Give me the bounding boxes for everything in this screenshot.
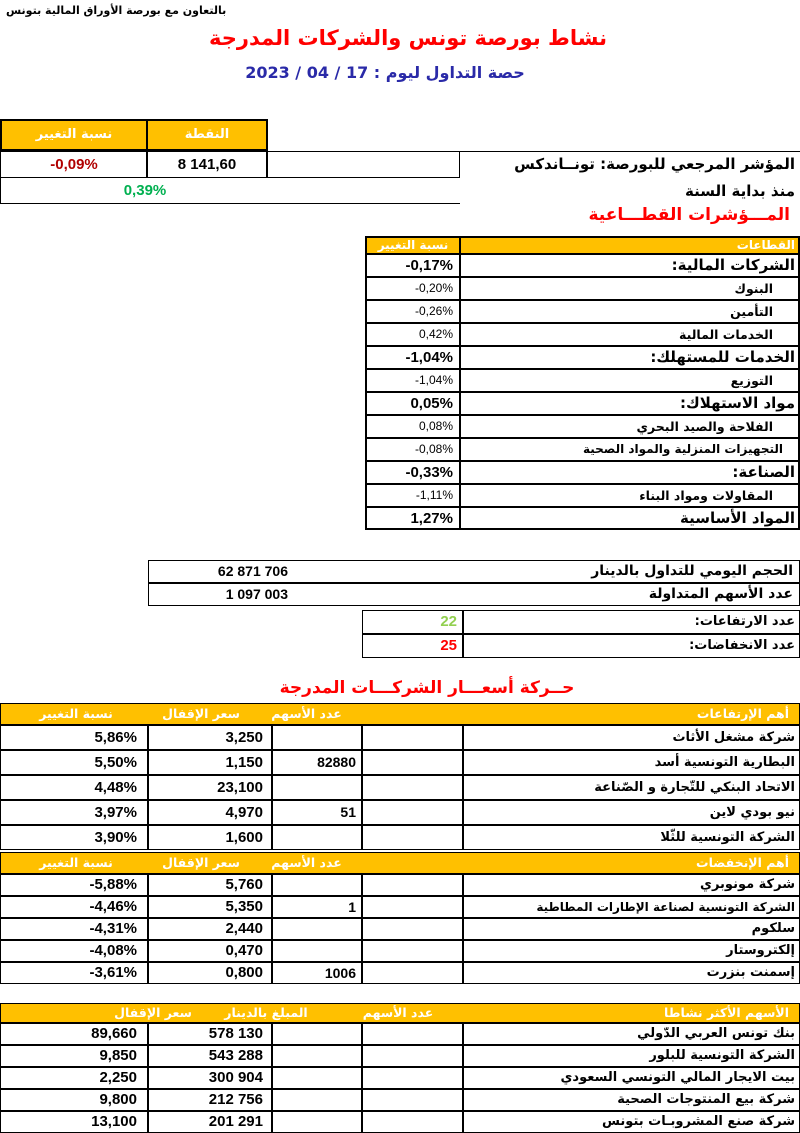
active-name: بيت الايجار المالي التونسي السعودي (463, 1067, 800, 1089)
active-close-header: سعر الإقفال (114, 1005, 192, 1020)
gainer-name: نيو بودي لاين (463, 800, 800, 825)
sector-label: الخدمات المالية (460, 323, 800, 346)
active-amount: 212 756 (148, 1089, 272, 1111)
active-empty (362, 1067, 463, 1089)
loser-empty (362, 962, 463, 984)
gainer-name: الاتحاد البنكي للتّجارة و الصّناعة (463, 775, 800, 800)
active-name: شركة بيع المنتوجات الصحية (463, 1089, 800, 1111)
loser-shares: 1 (272, 896, 362, 918)
loser-close: 0,470 (148, 940, 272, 962)
active-shares-header: عدد الأسهم (362, 1005, 434, 1020)
loser-shares (272, 874, 362, 896)
rises-label: عدد الارتفاعات: (463, 610, 800, 634)
active-amount-header: المبلغ بالدينار (224, 1005, 308, 1020)
loser-name: شركة مونوبري (463, 874, 800, 896)
sector-change-header: نسبة التغيير (366, 237, 460, 254)
sector-label: المقاولات ومواد البناء (460, 484, 800, 507)
active-title-header: الأسهم الأكثر نشاطا (664, 1005, 789, 1020)
index-point-value: 8 141,60 (146, 151, 268, 178)
sector-label: التجهيزات المنزلية والمواد الصحية (460, 438, 800, 461)
gainer-empty (362, 800, 463, 825)
active-close: 89,660 (0, 1023, 148, 1045)
index-empty-cell (266, 151, 460, 178)
gainer-close: 1,150 (148, 750, 272, 775)
sector-value: 0,08% (366, 415, 460, 438)
sector-label: الخدمات للمستهلك: (460, 346, 800, 369)
movement-section-title: حــركة أسعـــار الشركـــات المدرجة (279, 678, 575, 698)
active-amount: 578 130 (148, 1023, 272, 1045)
sector-label: المواد الأساسية (460, 507, 800, 530)
gainer-shares (272, 725, 362, 750)
active-shares (272, 1023, 362, 1045)
active-empty (362, 1045, 463, 1067)
gainers-title-header: أهم الإرتفاعات (696, 706, 789, 721)
loser-close: 0,800 (148, 962, 272, 984)
gainers-change-header: نسبة التغيير (39, 706, 113, 721)
sector-section-title: المـــؤشرات القطـــاعية (588, 205, 790, 225)
daily-volume-value: 62 871 706 (217, 563, 288, 579)
active-name: شركة صنع المشروبـات بتونس (463, 1111, 800, 1133)
losers-close-header: سعر الإقفال (162, 855, 240, 870)
active-name: الشركة التونسية للبلور (463, 1045, 800, 1067)
loser-close: 5,350 (148, 896, 272, 918)
sector-label: التأمين (460, 300, 800, 323)
sector-value: 0,05% (366, 392, 460, 415)
sector-value: -1,04% (366, 369, 460, 392)
gainer-name: شركة مشغل الأثاث (463, 725, 800, 750)
loser-shares: 1006 (272, 962, 362, 984)
active-shares (272, 1111, 362, 1133)
rises-count: 22 (362, 610, 463, 634)
sector-label: التوزيع (460, 369, 800, 392)
sector-value: -0,33% (366, 461, 460, 484)
sector-label: الفلاحة والصيد البحري (460, 415, 800, 438)
sector-value: -1,11% (366, 484, 460, 507)
gainer-change: 3,90% (0, 825, 148, 850)
sector-label: البنوك (460, 277, 800, 300)
sector-label: الصناعة: (460, 461, 800, 484)
gainer-shares (272, 775, 362, 800)
sector-value: -0,20% (366, 277, 460, 300)
gainer-empty (362, 775, 463, 800)
active-empty (362, 1089, 463, 1111)
sector-value: 1,27% (366, 507, 460, 530)
gainer-shares (272, 825, 362, 850)
loser-empty (362, 918, 463, 940)
loser-change: -5,88% (0, 874, 148, 896)
losers-change-header: نسبة التغيير (39, 855, 113, 870)
losers-shares-header: عدد الأسهم (271, 855, 342, 870)
losers-header-bar (0, 852, 800, 874)
loser-change: -4,31% (0, 918, 148, 940)
loser-shares (272, 940, 362, 962)
sector-label-header: القطاعات (460, 237, 800, 254)
active-shares (272, 1067, 362, 1089)
gainer-empty (362, 750, 463, 775)
active-amount: 201 291 (148, 1111, 272, 1133)
loser-close: 2,440 (148, 918, 272, 940)
active-close: 9,850 (0, 1045, 148, 1067)
loser-empty (362, 874, 463, 896)
active-name: بنك تونس العربي الدّولي (463, 1023, 800, 1045)
gainer-name: البطارية التونسية أسد (463, 750, 800, 775)
active-empty (362, 1111, 463, 1133)
gainer-change: 5,50% (0, 750, 148, 775)
active-close: 13,100 (0, 1111, 148, 1133)
active-close: 2,250 (0, 1067, 148, 1089)
loser-name: إسمنت بنزرت (463, 962, 800, 984)
sector-value: -0,17% (366, 254, 460, 277)
active-shares (272, 1089, 362, 1111)
loser-name: إلكتروستار (463, 940, 800, 962)
gainer-change: 4,48% (0, 775, 148, 800)
gainer-change: 3,97% (0, 800, 148, 825)
index-row2-label: منذ بداية السنة (685, 182, 795, 200)
active-amount: 300 904 (148, 1067, 272, 1089)
loser-name: الشركة التونسية لصناعة الإطارات المطاطية (463, 896, 800, 918)
active-empty (362, 1023, 463, 1045)
falls-label: عدد الانخفاضات: (463, 634, 800, 658)
gainer-shares: 51 (272, 800, 362, 825)
traded-shares-row: عدد الأسهم المتداولة (148, 583, 800, 606)
cooperation-note: بالتعاون مع بورصة الأوراق المالية بتونس (6, 4, 227, 17)
sector-value: 0,42% (366, 323, 460, 346)
sector-label: الشركات المالية: (460, 254, 800, 277)
gainer-empty (362, 825, 463, 850)
gainers-header-bar (0, 703, 800, 725)
gainer-shares: 82880 (272, 750, 362, 775)
index-change-header: نسبة التغيير (0, 119, 148, 151)
sector-value: -0,08% (366, 438, 460, 461)
loser-change: -3,61% (0, 962, 148, 984)
losers-title-header: أهم الإنخفضات (696, 855, 789, 870)
falls-count: 25 (362, 634, 463, 658)
page-title: نشاط بورصة تونس والشركات المدرجة (208, 26, 607, 50)
active-amount: 543 288 (148, 1045, 272, 1067)
gainer-close: 4,970 (148, 800, 272, 825)
active-header-bar (0, 1003, 800, 1023)
sector-label: مواد الاستهلاك: (460, 392, 800, 415)
active-shares (272, 1045, 362, 1067)
loser-empty (362, 940, 463, 962)
loser-close: 5,760 (148, 874, 272, 896)
loser-change: -4,08% (0, 940, 148, 962)
gainers-close-header: سعر الإقفال (162, 706, 240, 721)
sector-value: -1,04% (366, 346, 460, 369)
sector-value: -0,26% (366, 300, 460, 323)
traded-shares-value: 1 097 003 (225, 586, 288, 602)
ytd-change-value: 0,39% (123, 182, 167, 199)
gainer-name: الشركة التونسية للثّلا (463, 825, 800, 850)
daily-volume-row: الحجم اليومي للتداول بالدينار (148, 560, 800, 583)
loser-empty (362, 896, 463, 918)
gainer-close: 23,100 (148, 775, 272, 800)
active-close: 9,800 (0, 1089, 148, 1111)
loser-name: سلكوم (463, 918, 800, 940)
index-change-value: -0,09% (0, 151, 148, 178)
gainer-change: 5,86% (0, 725, 148, 750)
gainer-empty (362, 725, 463, 750)
index-row1-label: المؤشر المرجعي للبورصة: تونــاندكس (514, 155, 795, 173)
loser-change: -4,46% (0, 896, 148, 918)
session-date-line: حصة التداول ليوم : 17 / 04 / 2023 (245, 63, 525, 82)
loser-shares (272, 918, 362, 940)
gainer-close: 3,250 (148, 725, 272, 750)
gainers-shares-header: عدد الأسهم (271, 706, 342, 721)
index-point-header: النقطة (146, 119, 268, 151)
gainer-close: 1,600 (148, 825, 272, 850)
